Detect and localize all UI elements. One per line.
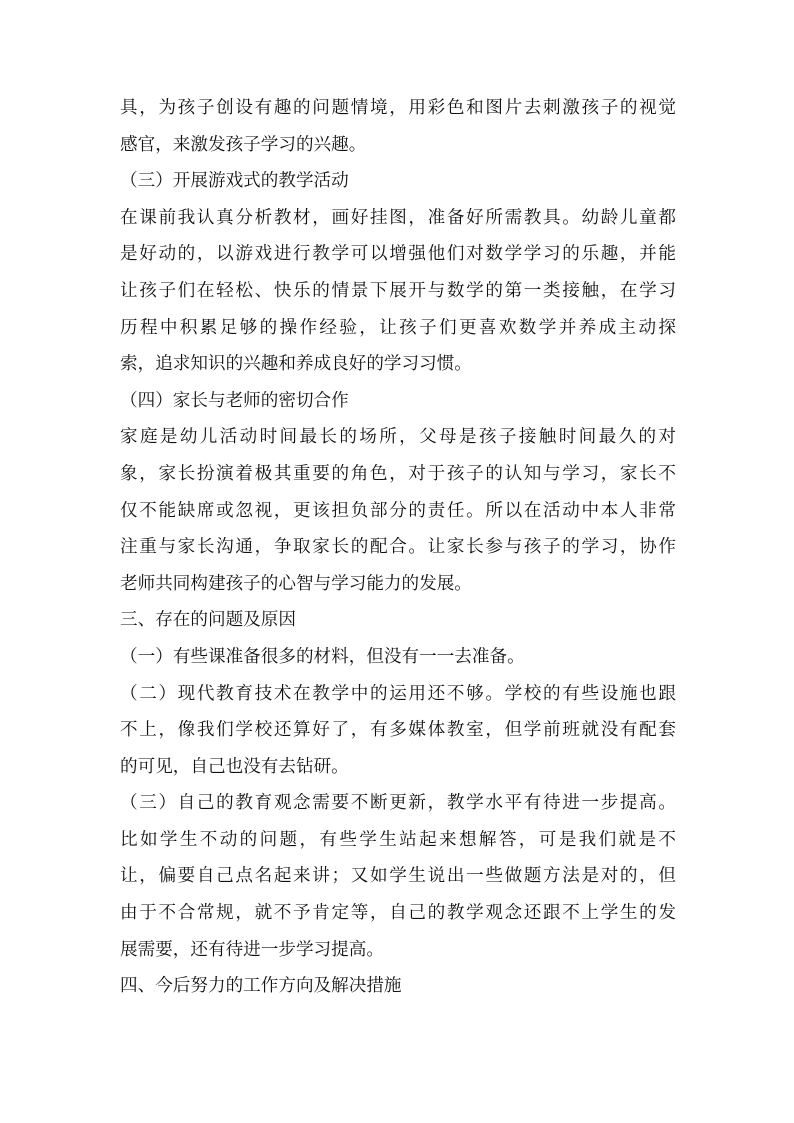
document-body bbox=[120, 90, 676, 1005]
text-line: （一）有些课准备很多的材料，但没有一一去准备。 bbox=[120, 646, 525, 667]
text-line: 三、存在的问题及原因 bbox=[120, 610, 296, 631]
text-line: （三）开展游戏式的教学活动 bbox=[120, 171, 349, 192]
text-line: 索，追求知识的兴趣和养成良好的学习习惯。 bbox=[120, 354, 472, 375]
text-line: 感官，来激发孩子学习的兴趣。 bbox=[120, 134, 367, 155]
text-line: （三）自己的教育观念需要不断更新，教学水平有待进一步提高。 bbox=[120, 793, 676, 814]
text-line: 仅不能缺席或忽视，更该担负部分的责任。所以在活动中本人非常 bbox=[120, 500, 676, 521]
text-line: 历程中积累足够的操作经验，让孩子们更喜欢数学并养成主动探 bbox=[120, 317, 676, 338]
text-line: 具，为孩子创设有趣的问题情境，用彩色和图片去刺激孩子的视觉 bbox=[120, 98, 676, 118]
text-line: 不上，像我们学校还算好了，有多媒体教室，但学前班就没有配套 bbox=[120, 720, 676, 741]
text-line: 让，偏要自己点名起来讲；又如学生说出一些做题方法是对的，但 bbox=[120, 866, 676, 887]
text-line: （二）现代教育技术在教学中的运用还不够。学校的有些设施也跟 bbox=[120, 683, 676, 704]
text-line: 四、今后努力的工作方向及解决措施 bbox=[120, 976, 402, 997]
text-line: 象，家长扮演着极其重要的角色，对于孩子的认知与学习，家长不 bbox=[120, 463, 676, 484]
text-line: 老师共同构建孩子的心智与学习能力的发展。 bbox=[120, 573, 472, 594]
text-line: 比如学生不动的问题，有些学生站起来想解答，可是我们就是不 bbox=[120, 829, 676, 850]
text-line: 注重与家长沟通，争取家长的配合。让家长参与孩子的学习，协作 bbox=[120, 537, 676, 558]
text-line: 展需要，还有待进一步学习提高。 bbox=[120, 939, 384, 960]
text-line: 让孩子们在轻松、快乐的情景下展开与数学的第一类接触，在学习 bbox=[120, 280, 676, 301]
text-line: 的可见，自己也没有去钻研。 bbox=[120, 756, 349, 777]
text-line: （四）家长与老师的密切合作 bbox=[120, 390, 349, 411]
text-line: 是好动的，以游戏进行教学可以增强他们对数学学习的乐趣，并能 bbox=[120, 244, 676, 265]
text-line: 由于不合常规，就不予肯定等，自己的教学观念还跟不上学生的发 bbox=[120, 903, 676, 924]
text-line: 在课前我认真分析教材，画好挂图，准备好所需教具。幼龄儿童都 bbox=[120, 207, 676, 228]
text-line: 家庭是幼儿活动时间最长的场所，父母是孩子接触时间最久的对 bbox=[120, 427, 676, 448]
